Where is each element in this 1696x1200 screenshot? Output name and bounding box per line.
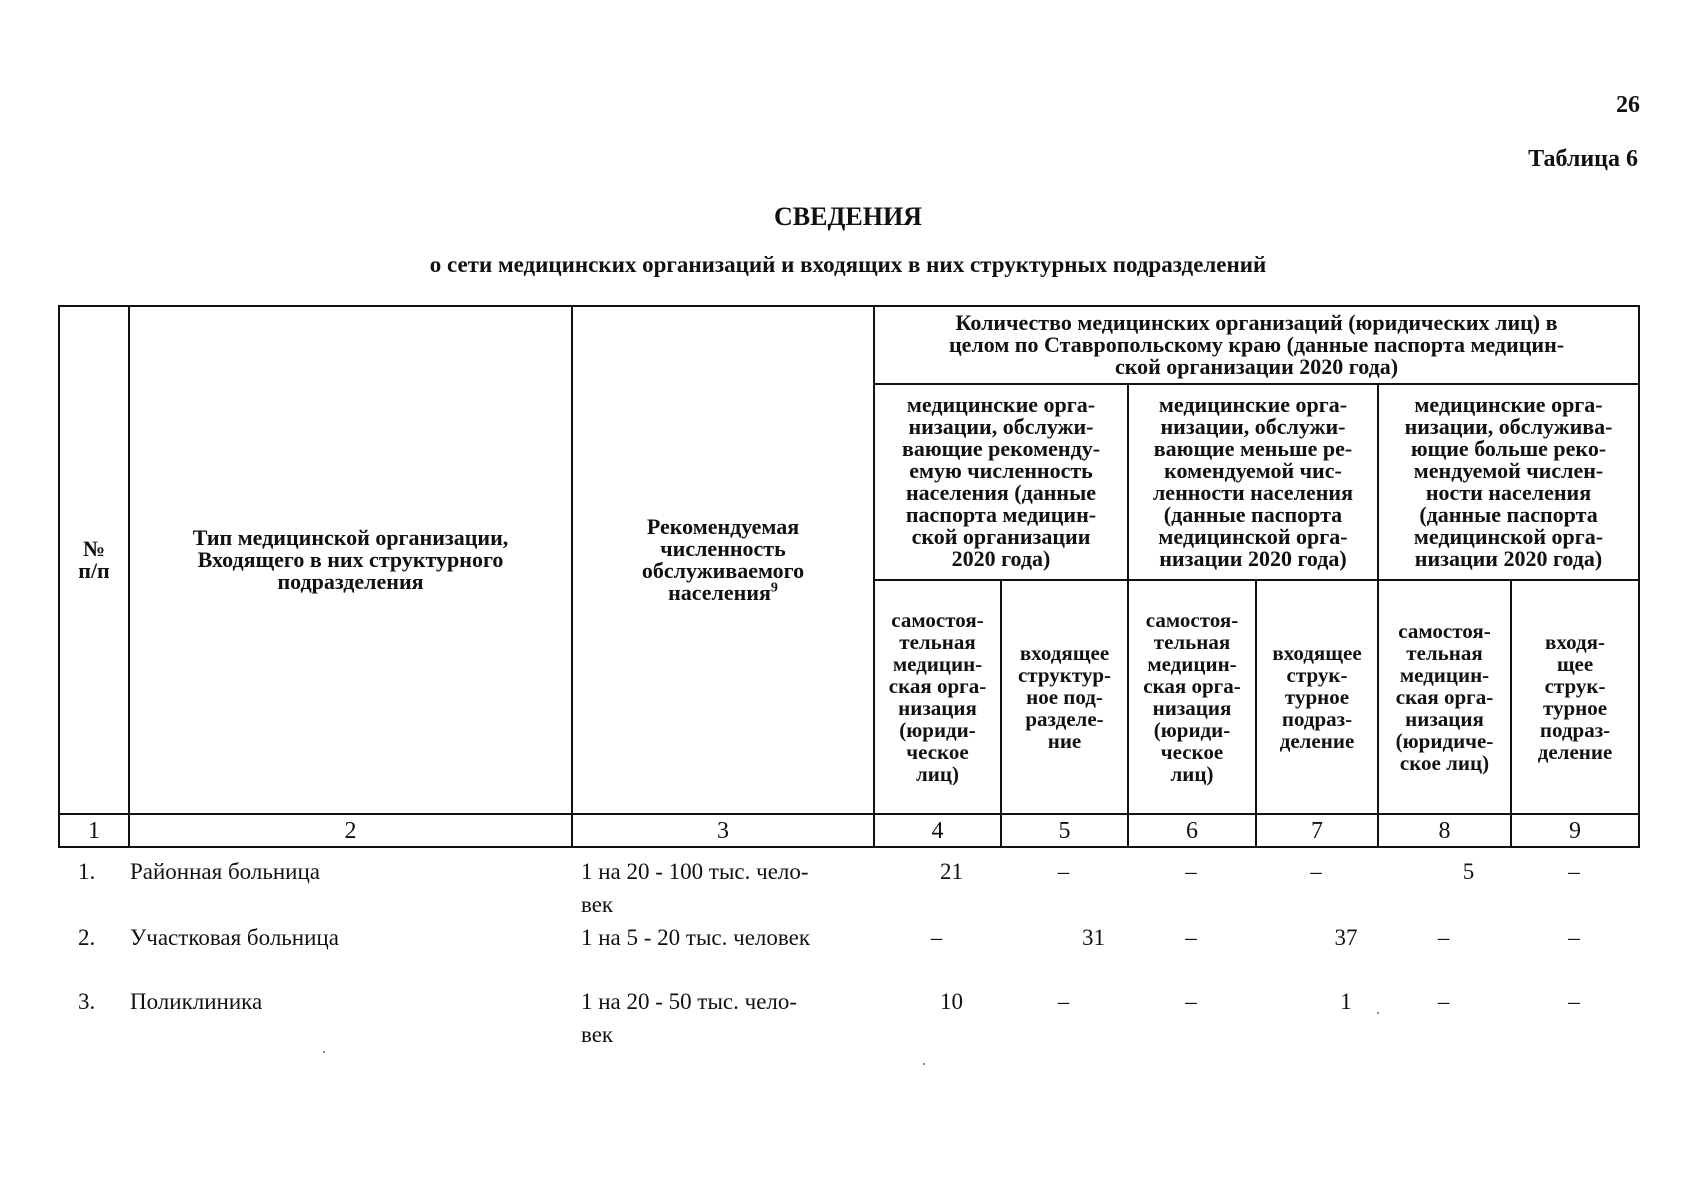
header-col-6: самостоя- тельная медицин- ская орга- низация (юриди- ческое лиц) bbox=[1128, 580, 1256, 814]
table-body bbox=[58, 855, 1638, 1051]
row-population: 1 на 20 - 100 тыс. чело- век bbox=[581, 859, 809, 917]
scan-speck bbox=[1377, 1012, 1379, 1014]
document-subtitle: о сети медицинских организаций и входящих в них структурных подразделений bbox=[429, 252, 1267, 277]
header-population bbox=[572, 306, 874, 814]
footnote-marker: 9 bbox=[770, 580, 778, 596]
row-value: 21 bbox=[940, 859, 963, 884]
table-row bbox=[58, 921, 1638, 985]
column-number: 9 bbox=[1511, 814, 1639, 847]
column-number: 3 bbox=[572, 814, 874, 847]
row-number: 3. bbox=[78, 989, 96, 1014]
page-number: 26 bbox=[1616, 92, 1640, 118]
header-group-more: медицинские орга- низации, обслужива- ющие больше реко- мендуемой числен- ности населения (данные паспорта медицинской орга- низации 2020 года) bbox=[1378, 384, 1639, 580]
row-value: – bbox=[1185, 859, 1197, 884]
header-num: № п/п bbox=[59, 306, 129, 814]
row-value: – bbox=[1057, 859, 1070, 884]
row-value: – bbox=[930, 925, 943, 950]
column-number: 5 bbox=[1001, 814, 1128, 847]
row-type: Районная больница bbox=[130, 859, 320, 884]
header-col-7: входящее струк- турное подраз- деление bbox=[1256, 580, 1378, 814]
row-value: 31 bbox=[1082, 925, 1105, 950]
column-number: 7 bbox=[1256, 814, 1378, 847]
scan-speck bbox=[923, 1063, 925, 1065]
table-row bbox=[58, 985, 1638, 1051]
header-type: Тип медицинской организации, Входящего в них структурного подразделения bbox=[129, 306, 572, 814]
table-row bbox=[58, 855, 1638, 921]
header-population-text: Рекомендуемая численность обслуживаемого населения bbox=[641, 514, 805, 605]
row-value: – bbox=[1568, 925, 1580, 950]
row-value: – bbox=[1310, 859, 1322, 884]
header-col-5: входящее структур- ное под- разделе- ние bbox=[1001, 580, 1128, 814]
row-value: – bbox=[1568, 989, 1580, 1014]
row-value: 37 bbox=[1334, 925, 1358, 950]
row-value: – bbox=[1437, 989, 1450, 1014]
row-value: 1 bbox=[1340, 989, 1352, 1014]
column-number: 1 bbox=[59, 814, 129, 847]
header-col-8: самостоя- тельная медицин- ская орга- низация (юридиче- ское лиц) bbox=[1378, 580, 1511, 814]
table-header bbox=[58, 305, 1640, 848]
header-col-4: самостоя- тельная медицин- ская орга- низация (юриди- ческое лиц) bbox=[874, 580, 1001, 814]
document-title: СВЕДЕНИЯ bbox=[774, 202, 922, 231]
table-label: Таблица 6 bbox=[1528, 146, 1638, 172]
column-number: 6 bbox=[1128, 814, 1256, 847]
column-number: 4 bbox=[874, 814, 1001, 847]
row-type: Участковая больница bbox=[130, 925, 339, 950]
header-col-9: входя- щее струк- турное подраз- деление bbox=[1511, 580, 1639, 814]
row-population: 1 на 5 - 20 тыс. человек bbox=[581, 925, 811, 950]
column-number: 8 bbox=[1378, 814, 1511, 847]
row-type: Поликлиника bbox=[130, 989, 263, 1014]
header-group-recommended: медицинские орга- низации, обслужи- вающие рекоменду- емую численность населения (данные паспорта медицин- ской организации 2020 года) bbox=[874, 384, 1128, 580]
row-number: 1. bbox=[78, 859, 96, 884]
row-value: 10 bbox=[940, 989, 963, 1014]
row-value: 5 bbox=[1462, 859, 1475, 884]
row-value: – bbox=[1185, 925, 1197, 950]
row-number: 2. bbox=[78, 925, 96, 950]
column-number: 2 bbox=[129, 814, 572, 847]
row-population: 1 на 20 - 50 тыс. чело- век bbox=[581, 989, 798, 1047]
header-group-less: медицинские орга- низации, обслужи- вающие меньше ре- комендуемой чис- ленности населения (данные паспорта медицинской орга- низации 2020 года) bbox=[1128, 384, 1378, 580]
row-value: – bbox=[1185, 989, 1197, 1014]
header-group-title: Количество медицинских организаций (юридических лиц) в целом по Ставропольскому краю (данные паспорта медицин- ской организации 2020 года) bbox=[874, 306, 1639, 384]
row-value: – bbox=[1057, 989, 1070, 1014]
scan-speck bbox=[323, 1051, 325, 1053]
row-value: – bbox=[1568, 859, 1580, 884]
row-value: – bbox=[1437, 925, 1450, 950]
